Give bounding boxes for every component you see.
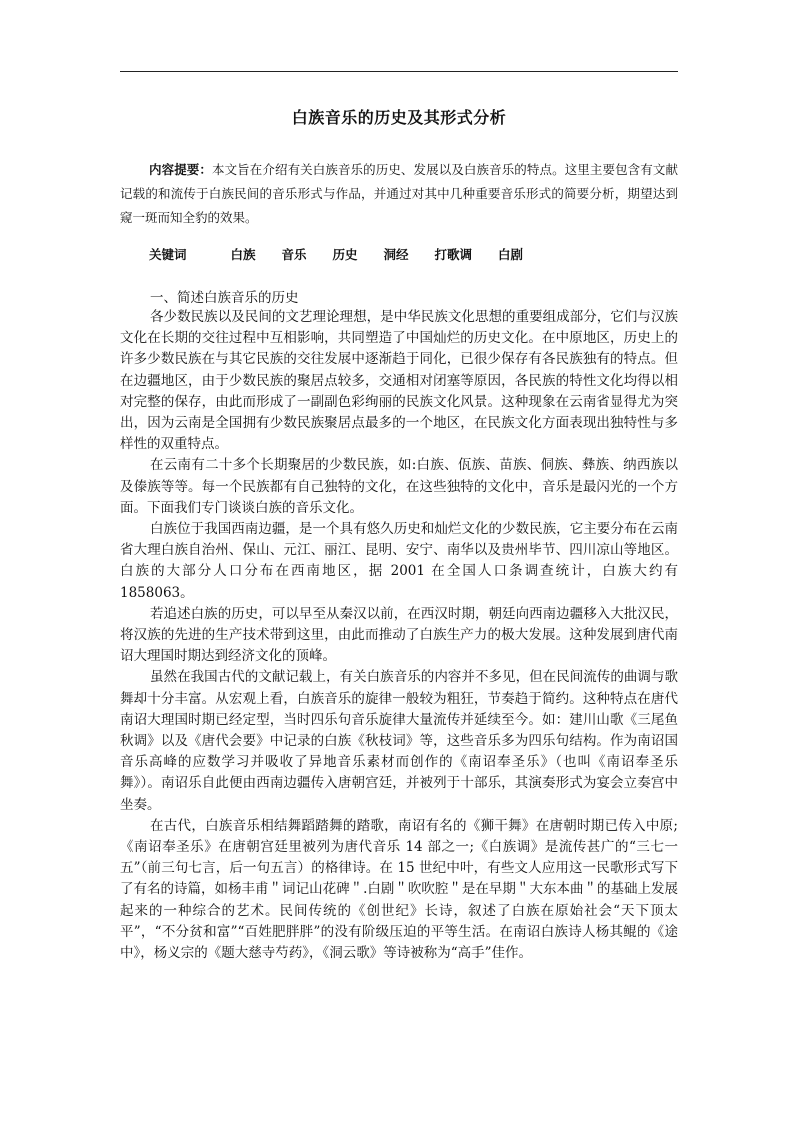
paragraph: 虽然在我国古代的文献记载上，有关白族音乐的内容并不多见，但在民间流传的曲调与歌舞却十分丰富。从宏观上看，白族音乐的旋律一般较为粗狂，节奏趋于简约。这种特点在唐代南诏大理国时期已经定型，当时四乐句音乐旋律大量流传并延续至今。如：建川山歌《三尾鱼秋调》以及《唐代会要》中记录的白族《秋枝词》等，这些音乐多为四乐句结构。作为南诏国音乐高峰的应数学习并吸收了异地音乐素材而创作的《南诏奉圣乐》（也叫《南诏奉圣乐舞》）。南诏乐自此便由西南边疆传入唐朝宫廷，并被列于十部乐，其演奏形式为宴会立奏宫中坐奏。: [120, 669, 678, 813]
paragraph: 各少数民族以及民间的文艺理论理想，是中华民族文化思想的重要组成部分，它们与汉族文化在长期的交往过程中互相影响，共同塑造了中国灿烂的历史文化。在中原地区，历史上的许多少数民族在与其它民族的交往发展中逐渐趋于同化，已很少保存有各民族独有的特点。但在边疆地区，由于少数民族的聚居点较多，交通相对闭塞等原因，各民族的特性文化均得以相对完整的保存，由此而形成了一副副色彩绚丽的民族文化风景。这种现象在云南省显得尤为突出，因为云南是全国拥有少数民族聚居点最多的一个地区，在民族文化方面表现出独特性与多样性的双重特点。: [120, 309, 678, 453]
page-title: 白族音乐的历史及其形式分析: [291, 108, 507, 127]
abstract: [120, 158, 678, 230]
keyword: 白族: [230, 247, 256, 262]
body-text: [120, 307, 678, 964]
keyword: 历史: [332, 247, 358, 262]
keyword: 洞经: [383, 247, 409, 262]
header-rule: [120, 71, 678, 72]
abstract-text: 本文旨在介绍有关白族音乐的历史、发展以及白族音乐的特点。这里主要包含有文献记载的和流传于白族民间的音乐形式与作品，并通过对其中几种重要音乐形式的简要分析，期望达到窥一斑而知全豹的效果。: [120, 162, 678, 225]
paragraph: 若追述白族的历史，可以早至从秦汉以前，在西汉时期，朝廷向西南边疆移入大批汉民，将汉族的先进的生产技术带到这里，由此而推动了白族生产力的极大发展。这种发展到唐代南诏大理国时期达到经济文化的顶峰。: [120, 605, 678, 665]
keyword: 打歌调: [434, 247, 473, 262]
paragraph: 在古代，白族音乐相结舞蹈踏舞的踏歌，南诏有名的《狮干舞》在唐朝时期已传入中原;《南诏奉圣乐》在唐朝宫廷里被列为唐代音乐 14 部之一;《白族调》是流传甚广的“三七一五”（前三句七言，后一句五言）的格律诗。在 15 世纪中叶，有些文人应用这一民歌形式写下了有名的诗篇，如杨丰甫＂词记山花碑＂.白剧＂吹吹腔＂是在早期＂大东本曲＂的基础上发展起来的一种综合的艺术。民间传统的《创世纪》长诗，叙述了白族在原始社会“天下顶太平”，“不分贫和富”“百姓肥胖胖”的没有阶级压迫的平等生活。在南诏白族诗人杨其鲲的《途中》，杨义宗的《题大慈寺芍药》，《洞云歌》等诗被称为“高手”佳作。: [120, 817, 678, 962]
keywords-label: 关键词: [149, 247, 187, 262]
abstract-label: 内容提要：: [149, 162, 212, 177]
keyword: 音乐: [281, 247, 307, 262]
keyword: 白剧: [498, 247, 524, 262]
paragraph: 白族位于我国西南边疆，是一个具有悠久历史和灿烂文化的少数民族，它主要分布在云南省大理白族自治州、保山、元江、丽江、昆明、安宁、南华以及贵州毕节、四川凉山等地区。白族的大部分人口分布在西南地区，据 2001 在全国人口条调查统计，白族大约有 1858063。: [120, 521, 678, 601]
paragraph: 在云南有二十多个长期聚居的少数民族，如:白族、佤族、苗族、侗族、彝族、纳西族以及傣族等等。每一个民族都有自己独特的文化，在这些独特的文化中，音乐是最闪光的一个方面。下面我们专门谈谈白族的音乐文化。: [120, 457, 678, 516]
section-heading: 一、简述白族音乐的历史: [150, 290, 299, 306]
keywords: [149, 245, 669, 265]
